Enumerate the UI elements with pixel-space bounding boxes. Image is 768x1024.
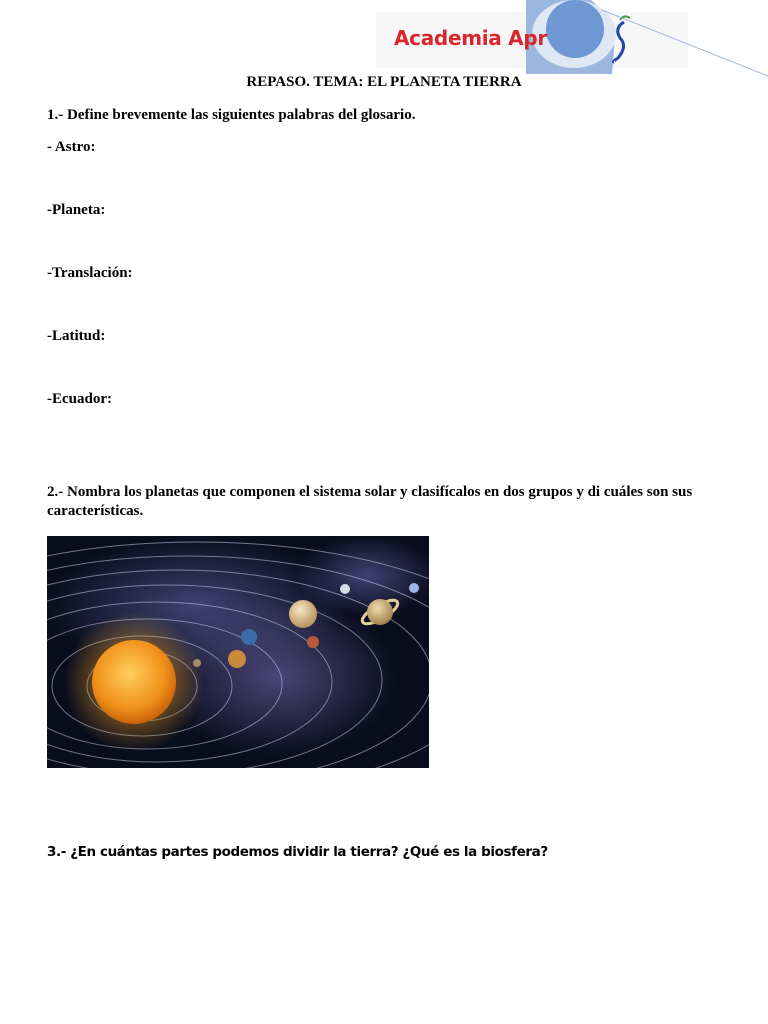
sun	[92, 640, 176, 724]
planet-earth	[241, 629, 257, 645]
planet-mars	[307, 636, 319, 648]
planet-saturn	[367, 599, 393, 625]
planet-mercury	[193, 659, 201, 667]
question-1-prompt: 1.- Define brevemente las siguientes palabras del glosario.	[47, 107, 416, 123]
term-ecuador: -Ecuador:	[47, 391, 112, 407]
logo-text: Academia Apr	[394, 26, 547, 50]
term-latitud: -Latitud:	[47, 328, 106, 344]
academia-logo	[376, 0, 768, 80]
term-astro: - Astro:	[47, 139, 96, 155]
planet-uranus	[340, 584, 350, 594]
solar-system-image	[47, 536, 429, 768]
planet-neptune	[409, 583, 419, 593]
term-translacion: -Translación:	[47, 265, 133, 281]
question-2-prompt: 2.- Nombra los planetas que componen el sistema solar y clasifícalos en dos grupos y di cuáles son sus características.	[47, 484, 693, 519]
planet-jupiter	[289, 600, 317, 628]
page-title: REPASO. TEMA: EL PLANETA TIERRA	[246, 74, 522, 90]
term-planeta: -Planeta:	[47, 202, 106, 218]
question-3-prompt: 3.- ¿En cuántas partes podemos dividir la tierra? ¿Qué es la biosfera?	[47, 844, 548, 860]
planet-venus	[228, 650, 246, 668]
